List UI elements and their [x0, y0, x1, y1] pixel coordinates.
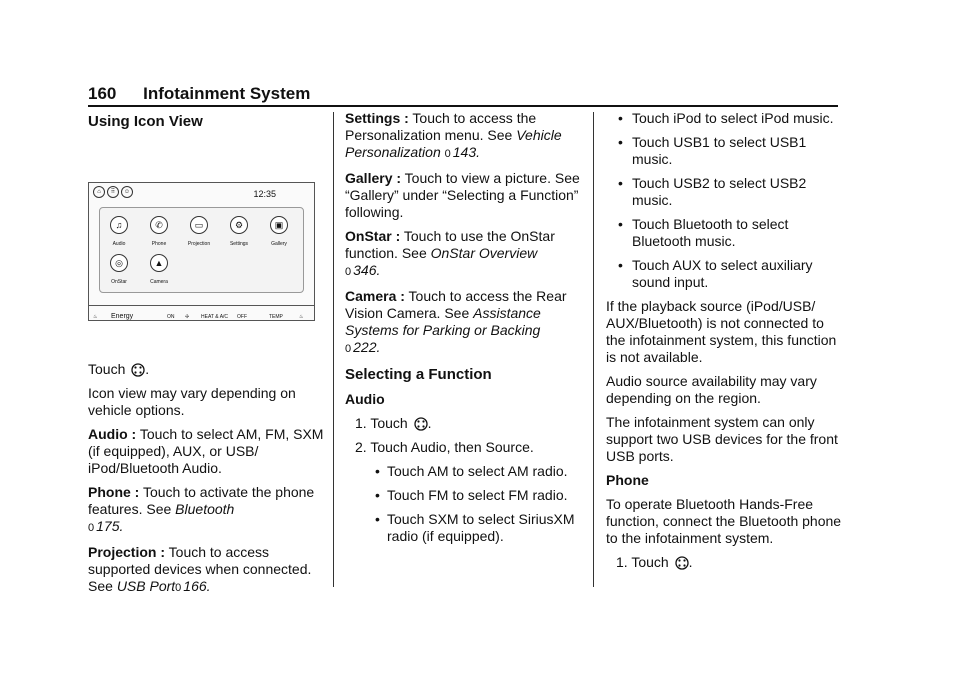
list-item: • Touch USB1 to select USB1 music.: [618, 134, 807, 167]
seat-heat-icon: ♨: [93, 314, 98, 320]
list-item: • Touch SXM to select SiriusXM radio (if equipped).: [375, 511, 575, 544]
icon-view-icon: [675, 556, 689, 570]
seat-heat-icon: ♨: [299, 314, 304, 320]
projection-entry: Projection : Touch to access supported devices when connected. See USB Port0 166.: [88, 544, 312, 594]
screen-top-bar: [89, 183, 314, 199]
bluetooth-note: To operate Bluetooth Hands-Free function, connect the Bluetooth phone to the infotainment system.: [606, 496, 842, 546]
on-label: ON: [167, 314, 175, 320]
list-item: • Touch AM to select AM radio.: [375, 463, 568, 479]
playback-note: If the playback source (iPod/USB/ AUX/Bluetooth) is not connected to the infotainment system, this function is not available.: [606, 298, 837, 365]
app-settings: ⚙ Settings: [224, 216, 254, 253]
app-onstar: ◎ OnStar: [104, 254, 134, 291]
app-panel: [99, 207, 304, 293]
column-divider: [333, 112, 334, 587]
gallery-icon: ▣: [270, 216, 288, 234]
settings-entry: Settings : Touch to access the Personalization menu. See Vehicle Personalization 0 143.: [345, 110, 562, 160]
onstar-entry: OnStar : Touch to use the OnStar function. See OnStar Overview 0 346.: [345, 228, 555, 278]
assistance-systems-link[interactable]: Assistance Systems for Parking or Backing: [345, 305, 541, 338]
app-camera: ▲ Camera: [144, 254, 174, 291]
column-3: [606, 110, 842, 578]
bluetooth-link[interactable]: Bluetooth: [175, 501, 235, 517]
camera-icon: ▲: [150, 254, 168, 272]
icon-view-note: Icon view may vary depending on vehicle options.: [88, 385, 296, 418]
column-divider: [593, 112, 594, 587]
list-item: • Touch iPod to select iPod music.: [618, 110, 834, 126]
onstar-overview-link[interactable]: OnStar Overview: [430, 245, 538, 261]
step-1: 1. Touch .: [355, 415, 432, 431]
list-item: • Touch AUX to select auxiliary sound input.: [618, 257, 813, 290]
usb-note: The infotainment system can only support two USB devices for the front USB ports.: [606, 414, 838, 464]
temp-label: TEMP: [269, 314, 283, 320]
onstar-icon: ◎: [110, 254, 128, 272]
usb-port-link[interactable]: USB Port: [116, 578, 176, 594]
audio-subheading: Audio: [345, 391, 385, 407]
heading-selecting-function: Selecting a Function: [345, 366, 492, 383]
heading-icon-view: Using Icon View: [88, 113, 203, 130]
phone-subheading: Phone: [606, 472, 649, 488]
step-2: 2. Touch Audio, then Source.: [355, 439, 534, 455]
projection-icon: ▭: [190, 216, 208, 234]
icon-view-icon: [131, 363, 145, 377]
energy-label: Energy: [111, 313, 134, 320]
audio-entry: Audio : Touch to select AM, FM, SXM (if equipped), AUX, or USB/ iPod/Bluetooth Audio.: [88, 426, 324, 476]
voice-icon: ☺: [121, 186, 133, 198]
clock: 12:35: [253, 189, 276, 199]
phone-icon: ✆: [150, 216, 168, 234]
column-2: [345, 110, 585, 552]
app-audio: ♫ Audio: [104, 216, 134, 253]
icon-view-icon: ⠿: [107, 186, 119, 198]
off-label: OFF: [237, 314, 247, 320]
climate-bar: [89, 305, 314, 320]
header-rule: [88, 105, 838, 107]
touch-instruction: Touch .: [88, 361, 150, 377]
list-item: • Touch Bluetooth to select Bluetooth music.: [618, 216, 789, 249]
app-gallery: ▣ Gallery: [264, 216, 294, 253]
icon-view-icon: [414, 417, 428, 431]
page-number: 160: [88, 84, 117, 103]
gallery-entry: Gallery : Touch to view a picture. See “Gallery” under “Selecting a Function” following.: [345, 170, 580, 220]
home-icon: ⌂: [93, 186, 105, 198]
list-item: • Touch USB2 to select USB2 music.: [618, 175, 807, 208]
music-note-icon: ♫: [110, 216, 128, 234]
camera-entry: Camera : Touch to access the Rear Vision Camera. See Assistance Systems for Parking or Backing 0 222.: [345, 288, 567, 355]
phone-entry: Phone : Touch to activate the phone features. See Bluetooth 0 175.: [88, 484, 315, 534]
fan-icon: ✢: [185, 314, 190, 320]
app-projection: ▭ Projection: [184, 216, 214, 253]
gear-icon: ⚙: [230, 216, 248, 234]
step-1: 1. Touch .: [616, 554, 693, 570]
section-title: Infotainment System: [143, 84, 311, 103]
heat-ac-label: HEAT & A/C: [201, 314, 229, 320]
vehicle-personalization-link[interactable]: Vehicle Personalization: [345, 127, 562, 160]
home-screen-illustration: [88, 182, 315, 321]
column-1: [88, 110, 328, 604]
availability-note: Audio source availability may vary depending on the region.: [606, 373, 817, 406]
app-phone: ✆ Phone: [144, 216, 174, 253]
list-item: • Touch FM to select FM radio.: [375, 487, 568, 503]
page-header: [88, 84, 838, 104]
